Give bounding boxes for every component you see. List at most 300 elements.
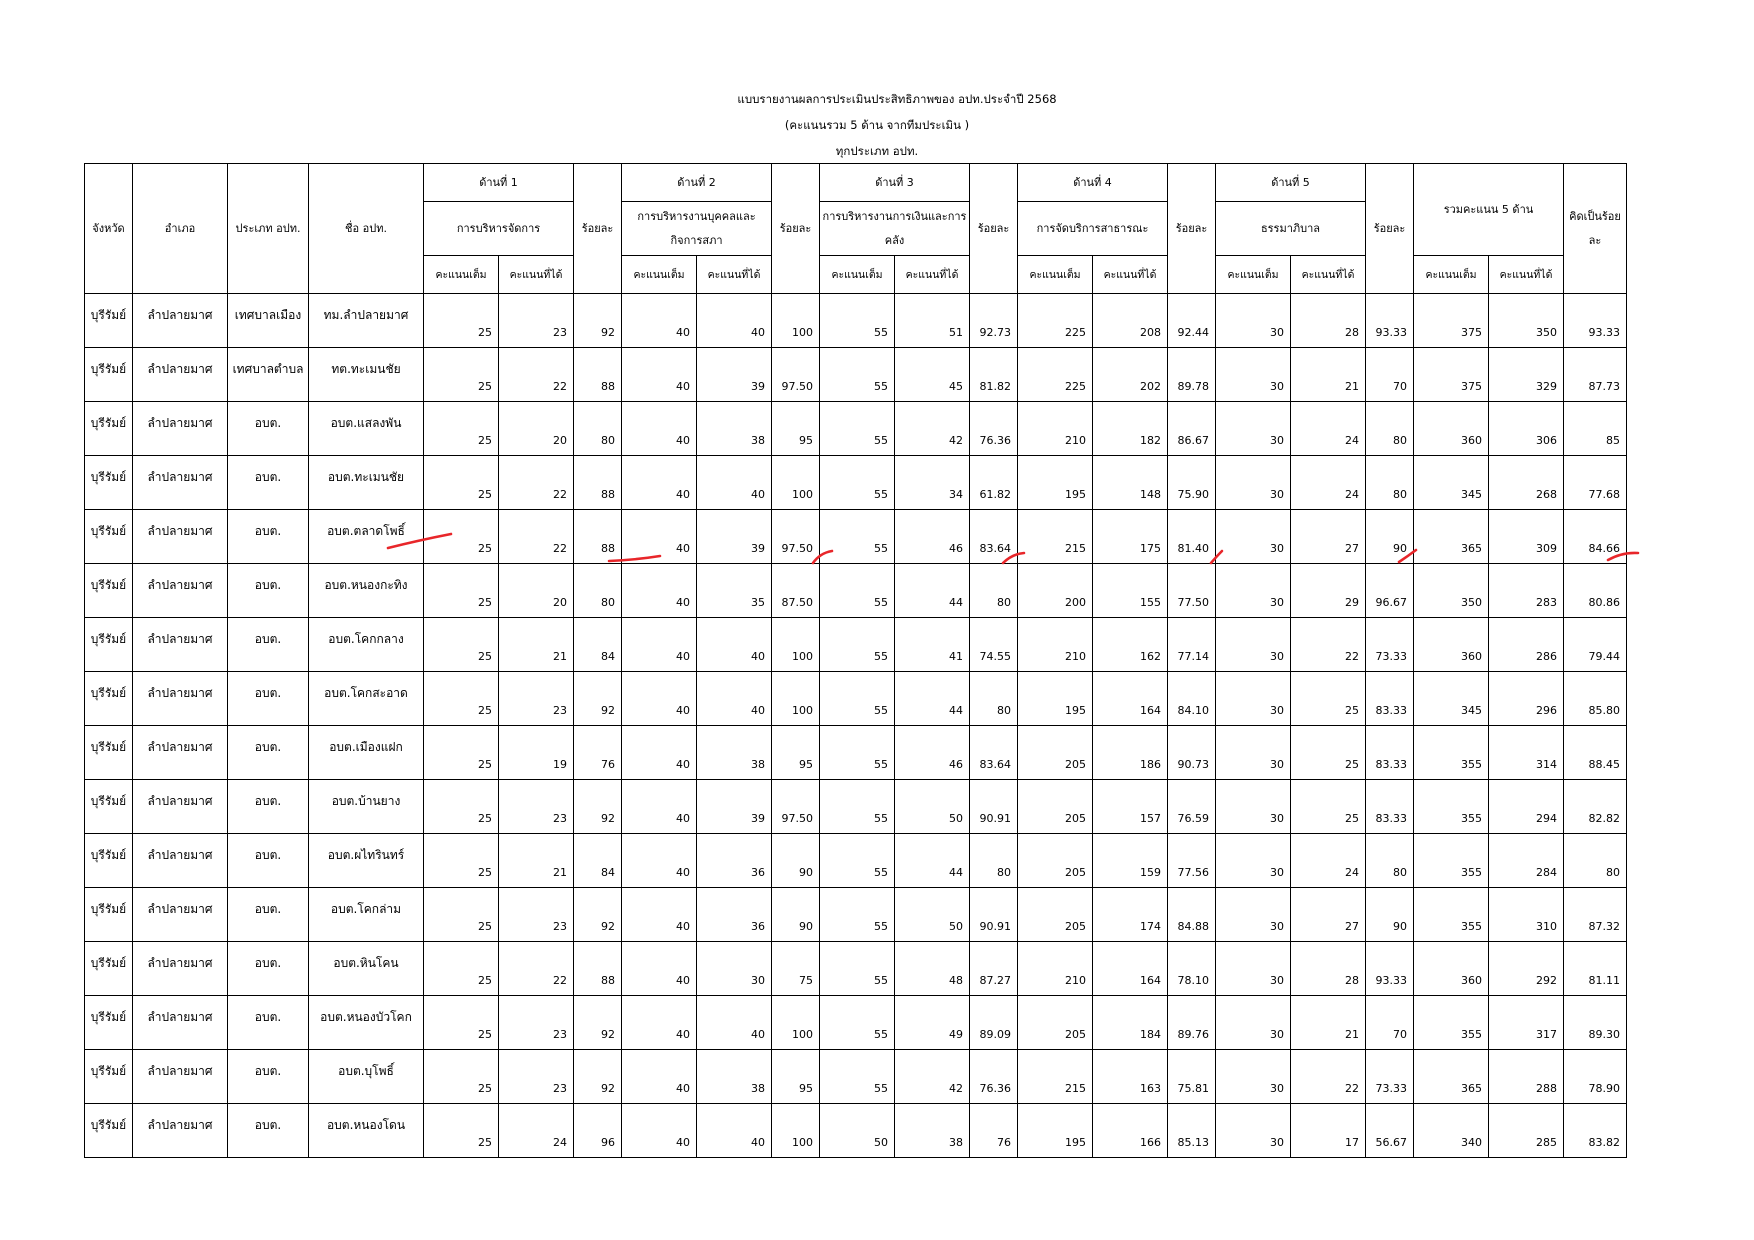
- cell-name: อบต.บุโพธิ์: [309, 1050, 424, 1104]
- cell-d3-percent: 76: [970, 1104, 1018, 1158]
- cell-district: ลำปลายมาศ: [133, 672, 228, 726]
- cell-d5-got: 22: [1291, 1050, 1366, 1104]
- cell-d5-full: 30: [1216, 456, 1291, 510]
- cell-d2-percent: 97.50: [772, 348, 820, 402]
- cell-d5-full: 30: [1216, 780, 1291, 834]
- cell-district: ลำปลายมาศ: [133, 780, 228, 834]
- cell-d3-percent: 74.55: [970, 618, 1018, 672]
- cell-d3-got: 50: [895, 780, 970, 834]
- cell-d1-full: 25: [424, 942, 499, 996]
- cell-d3-percent: 92.73: [970, 294, 1018, 348]
- cell-d2-percent: 97.50: [772, 780, 820, 834]
- cell-d3-percent: 90.91: [970, 888, 1018, 942]
- cell-province: บุรีรัมย์: [85, 834, 133, 888]
- cell-d4-got: 163: [1093, 1050, 1168, 1104]
- cell-d3-got: 45: [895, 348, 970, 402]
- cell-d2-percent: 100: [772, 996, 820, 1050]
- cell-d2-full: 40: [622, 672, 697, 726]
- table-row: [85, 888, 1627, 942]
- cell-d2-percent: 100: [772, 456, 820, 510]
- cell-d2-full: 40: [622, 348, 697, 402]
- cell-district: ลำปลายมาศ: [133, 888, 228, 942]
- cell-d2-full: 40: [622, 510, 697, 564]
- cell-district: ลำปลายมาศ: [133, 996, 228, 1050]
- cell-type: เทศบาลเมือง: [228, 294, 309, 348]
- cell-d3-got: 50: [895, 888, 970, 942]
- cell-total-got: 317: [1489, 996, 1564, 1050]
- header-got-score: คะแนนที่ได้: [1291, 256, 1366, 294]
- cell-d3-full: 55: [820, 564, 895, 618]
- cell-d5-percent: 80: [1366, 402, 1414, 456]
- cell-total-got: 310: [1489, 888, 1564, 942]
- cell-d3-percent: 80: [970, 834, 1018, 888]
- cell-d1-full: 25: [424, 672, 499, 726]
- header-subtitle-3: การบริหารงานการเงินและการคลัง: [820, 202, 970, 256]
- cell-d4-full: 210: [1018, 618, 1093, 672]
- cell-d4-percent: 75.90: [1168, 456, 1216, 510]
- report-title: แบบรายงานผลการประเมินประสิทธิภาพของ อปท.ประจำปี 2568: [737, 92, 1057, 106]
- cell-d4-got: 166: [1093, 1104, 1168, 1158]
- header-total: รวมคะแนน 5 ด้าน: [1414, 164, 1564, 256]
- cell-d5-percent: 96.67: [1366, 564, 1414, 618]
- cell-d5-percent: 83.33: [1366, 672, 1414, 726]
- cell-total-got: 283: [1489, 564, 1564, 618]
- cell-d5-percent: 70: [1366, 348, 1414, 402]
- cell-district: ลำปลายมาศ: [133, 834, 228, 888]
- cell-d1-full: 25: [424, 402, 499, 456]
- cell-d5-full: 30: [1216, 672, 1291, 726]
- cell-d5-got: 27: [1291, 510, 1366, 564]
- cell-d1-full: 25: [424, 888, 499, 942]
- header-got-score: คะแนนที่ได้: [895, 256, 970, 294]
- cell-total-full: 355: [1414, 726, 1489, 780]
- cell-d2-full: 40: [622, 1050, 697, 1104]
- header-subtitle-2: การบริหารงานบุคคลและกิจการสภา: [622, 202, 772, 256]
- cell-name: อบต.โคกล่าม: [309, 888, 424, 942]
- header-total-percent: คิดเป็นร้อยละ: [1564, 164, 1627, 294]
- cell-name: อบต.โคกกลาง: [309, 618, 424, 672]
- cell-total-got: 268: [1489, 456, 1564, 510]
- evaluation-table: [84, 163, 1627, 1158]
- cell-d2-full: 40: [622, 456, 697, 510]
- cell-d1-got: 21: [499, 618, 574, 672]
- cell-d3-got: 44: [895, 564, 970, 618]
- cell-d1-percent: 92: [574, 672, 622, 726]
- cell-d5-got: 17: [1291, 1104, 1366, 1158]
- cell-name: อบต.ตลาดโพธิ์: [309, 510, 424, 564]
- cell-d1-full: 25: [424, 294, 499, 348]
- cell-d4-percent: 77.56: [1168, 834, 1216, 888]
- cell-d5-got: 25: [1291, 672, 1366, 726]
- cell-d2-got: 40: [697, 996, 772, 1050]
- cell-d5-percent: 83.33: [1366, 780, 1414, 834]
- header-got-score: คะแนนที่ได้: [1489, 256, 1564, 294]
- cell-d1-percent: 88: [574, 348, 622, 402]
- cell-total-full: 360: [1414, 942, 1489, 996]
- cell-type: อบต.: [228, 564, 309, 618]
- cell-d1-full: 25: [424, 996, 499, 1050]
- cell-total-percent: 85: [1564, 402, 1627, 456]
- cell-d2-percent: 90: [772, 834, 820, 888]
- cell-d5-full: 30: [1216, 1050, 1291, 1104]
- header-full-score: คะแนนเต็ม: [424, 256, 499, 294]
- cell-d1-got: 23: [499, 672, 574, 726]
- cell-district: ลำปลายมาศ: [133, 402, 228, 456]
- cell-type: อบต.: [228, 888, 309, 942]
- table-row: [85, 348, 1627, 402]
- cell-province: บุรีรัมย์: [85, 348, 133, 402]
- cell-district: ลำปลายมาศ: [133, 942, 228, 996]
- cell-d3-full: 55: [820, 834, 895, 888]
- header-subtitle-5: ธรรมาภิบาล: [1216, 202, 1366, 256]
- header-dimension-3: ด้านที่ 3: [820, 164, 970, 202]
- cell-total-percent: 80: [1564, 834, 1627, 888]
- header-percent-4: ร้อยละ: [1168, 164, 1216, 294]
- cell-total-percent: 79.44: [1564, 618, 1627, 672]
- cell-type: อบต.: [228, 834, 309, 888]
- cell-d3-full: 55: [820, 726, 895, 780]
- cell-d4-full: 195: [1018, 672, 1093, 726]
- cell-d1-percent: 96: [574, 1104, 622, 1158]
- cell-d5-percent: 73.33: [1366, 1050, 1414, 1104]
- cell-d2-percent: 100: [772, 618, 820, 672]
- cell-d2-full: 40: [622, 942, 697, 996]
- cell-d1-full: 25: [424, 510, 499, 564]
- cell-d5-full: 30: [1216, 888, 1291, 942]
- cell-d2-got: 38: [697, 402, 772, 456]
- table-row: [85, 456, 1627, 510]
- cell-district: ลำปลายมาศ: [133, 348, 228, 402]
- cell-district: ลำปลายมาศ: [133, 510, 228, 564]
- cell-d4-percent: 75.81: [1168, 1050, 1216, 1104]
- cell-d1-got: 20: [499, 402, 574, 456]
- cell-d3-full: 55: [820, 942, 895, 996]
- cell-total-percent: 78.90: [1564, 1050, 1627, 1104]
- cell-district: ลำปลายมาศ: [133, 618, 228, 672]
- cell-d5-got: 28: [1291, 942, 1366, 996]
- cell-d4-percent: 89.78: [1168, 348, 1216, 402]
- cell-d5-full: 30: [1216, 834, 1291, 888]
- table-row: [85, 618, 1627, 672]
- header-type: ประเภท อปท.: [228, 164, 309, 294]
- header-full-score: คะแนนเต็ม: [1414, 256, 1489, 294]
- cell-d4-full: 215: [1018, 1050, 1093, 1104]
- cell-d4-got: 202: [1093, 348, 1168, 402]
- cell-d4-got: 208: [1093, 294, 1168, 348]
- cell-d4-percent: 92.44: [1168, 294, 1216, 348]
- cell-total-percent: 81.11: [1564, 942, 1627, 996]
- cell-province: บุรีรัมย์: [85, 780, 133, 834]
- cell-total-got: 288: [1489, 1050, 1564, 1104]
- cell-d3-percent: 83.64: [970, 510, 1018, 564]
- cell-d2-full: 40: [622, 888, 697, 942]
- header-dimension-1: ด้านที่ 1: [424, 164, 574, 202]
- cell-d4-percent: 78.10: [1168, 942, 1216, 996]
- cell-district: ลำปลายมาศ: [133, 294, 228, 348]
- header-percent-3: ร้อยละ: [970, 164, 1018, 294]
- cell-d5-got: 25: [1291, 726, 1366, 780]
- cell-d3-full: 55: [820, 672, 895, 726]
- cell-d1-percent: 76: [574, 726, 622, 780]
- cell-d5-percent: 93.33: [1366, 942, 1414, 996]
- cell-type: อบต.: [228, 402, 309, 456]
- cell-name: อบต.บ้านยาง: [309, 780, 424, 834]
- cell-type: เทศบาลตำบล: [228, 348, 309, 402]
- cell-name: อบต.หนองกะทิง: [309, 564, 424, 618]
- cell-d3-percent: 80: [970, 672, 1018, 726]
- cell-d4-full: 210: [1018, 402, 1093, 456]
- cell-total-full: 355: [1414, 996, 1489, 1050]
- cell-district: ลำปลายมาศ: [133, 456, 228, 510]
- cell-type: อบต.: [228, 780, 309, 834]
- cell-total-full: 360: [1414, 402, 1489, 456]
- cell-d3-got: 42: [895, 1050, 970, 1104]
- cell-d1-percent: 92: [574, 1050, 622, 1104]
- cell-d1-got: 23: [499, 1050, 574, 1104]
- cell-d5-full: 30: [1216, 348, 1291, 402]
- cell-total-percent: 83.82: [1564, 1104, 1627, 1158]
- cell-type: อบต.: [228, 942, 309, 996]
- cell-total-percent: 93.33: [1564, 294, 1627, 348]
- cell-total-full: 375: [1414, 294, 1489, 348]
- header-full-score: คะแนนเต็ม: [622, 256, 697, 294]
- cell-type: อบต.: [228, 996, 309, 1050]
- cell-d1-got: 23: [499, 996, 574, 1050]
- cell-d5-full: 30: [1216, 996, 1291, 1050]
- cell-d1-percent: 88: [574, 456, 622, 510]
- table-row: [85, 996, 1627, 1050]
- cell-d5-got: 22: [1291, 618, 1366, 672]
- cell-total-percent: 87.32: [1564, 888, 1627, 942]
- cell-d4-full: 210: [1018, 942, 1093, 996]
- cell-d2-full: 40: [622, 726, 697, 780]
- cell-province: บุรีรัมย์: [85, 942, 133, 996]
- cell-d3-full: 55: [820, 780, 895, 834]
- table-row: [85, 294, 1627, 348]
- header-subtitle-1: การบริหารจัดการ: [424, 202, 574, 256]
- cell-d4-full: 200: [1018, 564, 1093, 618]
- cell-name: อบต.แสลงพัน: [309, 402, 424, 456]
- cell-d3-got: 38: [895, 1104, 970, 1158]
- cell-total-full: 345: [1414, 672, 1489, 726]
- cell-type: อบต.: [228, 456, 309, 510]
- cell-total-percent: 87.73: [1564, 348, 1627, 402]
- cell-d5-full: 30: [1216, 942, 1291, 996]
- cell-d1-percent: 84: [574, 834, 622, 888]
- cell-d5-got: 21: [1291, 996, 1366, 1050]
- cell-total-percent: 88.45: [1564, 726, 1627, 780]
- cell-d4-full: 195: [1018, 456, 1093, 510]
- cell-name: ทม.ลำปลายมาศ: [309, 294, 424, 348]
- cell-province: บุรีรัมย์: [85, 726, 133, 780]
- cell-d2-got: 39: [697, 780, 772, 834]
- cell-total-got: 286: [1489, 618, 1564, 672]
- table-row: [85, 402, 1627, 456]
- cell-type: อบต.: [228, 726, 309, 780]
- cell-name: อบต.เมืองแฝก: [309, 726, 424, 780]
- cell-d4-full: 225: [1018, 294, 1093, 348]
- cell-d1-percent: 92: [574, 294, 622, 348]
- cell-d5-got: 28: [1291, 294, 1366, 348]
- header-dimension-4: ด้านที่ 4: [1018, 164, 1168, 202]
- cell-d4-got: 155: [1093, 564, 1168, 618]
- cell-d2-got: 40: [697, 456, 772, 510]
- cell-d2-got: 40: [697, 672, 772, 726]
- header-subtitle-4: การจัดบริการสาธารณะ: [1018, 202, 1168, 256]
- cell-d1-percent: 80: [574, 564, 622, 618]
- cell-d3-got: 34: [895, 456, 970, 510]
- cell-type: อบต.: [228, 1104, 309, 1158]
- cell-d5-got: 25: [1291, 780, 1366, 834]
- cell-province: บุรีรัมย์: [85, 1104, 133, 1158]
- table-row: [85, 726, 1627, 780]
- cell-d3-percent: 61.82: [970, 456, 1018, 510]
- cell-d3-got: 42: [895, 402, 970, 456]
- cell-name: อบต.ทะเมนชัย: [309, 456, 424, 510]
- cell-d2-got: 36: [697, 834, 772, 888]
- cell-total-got: 285: [1489, 1104, 1564, 1158]
- cell-d3-got: 51: [895, 294, 970, 348]
- cell-d5-percent: 56.67: [1366, 1104, 1414, 1158]
- cell-d4-full: 205: [1018, 726, 1093, 780]
- cell-name: อบต.โคกสะอาด: [309, 672, 424, 726]
- cell-d1-got: 22: [499, 348, 574, 402]
- cell-d4-got: 182: [1093, 402, 1168, 456]
- cell-d4-got: 174: [1093, 888, 1168, 942]
- cell-d3-full: 55: [820, 618, 895, 672]
- cell-province: บุรีรัมย์: [85, 888, 133, 942]
- cell-d4-percent: 84.88: [1168, 888, 1216, 942]
- table-row: [85, 564, 1627, 618]
- cell-d4-got: 159: [1093, 834, 1168, 888]
- table-row: [85, 1050, 1627, 1104]
- cell-d5-percent: 73.33: [1366, 618, 1414, 672]
- cell-d3-percent: 89.09: [970, 996, 1018, 1050]
- cell-d3-got: 44: [895, 672, 970, 726]
- cell-d2-got: 38: [697, 1050, 772, 1104]
- cell-d4-full: 195: [1018, 1104, 1093, 1158]
- table-row: [85, 834, 1627, 888]
- header-percent-1: ร้อยละ: [574, 164, 622, 294]
- cell-d2-percent: 75: [772, 942, 820, 996]
- cell-d3-full: 55: [820, 402, 895, 456]
- cell-d2-percent: 100: [772, 1104, 820, 1158]
- cell-total-full: 365: [1414, 1050, 1489, 1104]
- report-titles: [0, 86, 1754, 164]
- cell-d4-got: 175: [1093, 510, 1168, 564]
- cell-d1-full: 25: [424, 726, 499, 780]
- cell-d1-full: 25: [424, 1104, 499, 1158]
- cell-d1-percent: 92: [574, 780, 622, 834]
- cell-d1-percent: 88: [574, 510, 622, 564]
- cell-d4-full: 225: [1018, 348, 1093, 402]
- cell-d2-full: 40: [622, 834, 697, 888]
- cell-d3-full: 55: [820, 510, 895, 564]
- cell-type: อบต.: [228, 618, 309, 672]
- cell-d4-full: 205: [1018, 780, 1093, 834]
- cell-d5-got: 24: [1291, 402, 1366, 456]
- cell-province: บุรีรัมย์: [85, 1050, 133, 1104]
- cell-total-percent: 85.80: [1564, 672, 1627, 726]
- header-got-score: คะแนนที่ได้: [499, 256, 574, 294]
- cell-total-percent: 84.66: [1564, 510, 1627, 564]
- cell-d5-percent: 83.33: [1366, 726, 1414, 780]
- cell-d4-percent: 77.50: [1168, 564, 1216, 618]
- cell-d2-full: 40: [622, 996, 697, 1050]
- cell-name: อบต.หินโคน: [309, 942, 424, 996]
- cell-d1-full: 25: [424, 456, 499, 510]
- cell-d2-full: 40: [622, 618, 697, 672]
- table-row: [85, 510, 1627, 564]
- cell-province: บุรีรัมย์: [85, 618, 133, 672]
- cell-d1-got: 23: [499, 294, 574, 348]
- cell-d5-got: 29: [1291, 564, 1366, 618]
- header-full-score: คะแนนเต็ม: [1018, 256, 1093, 294]
- header-district: อำเภอ: [133, 164, 228, 294]
- cell-d4-percent: 84.10: [1168, 672, 1216, 726]
- cell-d1-full: 25: [424, 780, 499, 834]
- cell-district: ลำปลายมาศ: [133, 1050, 228, 1104]
- cell-d2-percent: 95: [772, 726, 820, 780]
- cell-d2-percent: 95: [772, 402, 820, 456]
- cell-name: อบต.หนองโดน: [309, 1104, 424, 1158]
- cell-d2-got: 39: [697, 348, 772, 402]
- cell-d5-percent: 90: [1366, 510, 1414, 564]
- cell-d1-got: 20: [499, 564, 574, 618]
- cell-d3-percent: 76.36: [970, 1050, 1018, 1104]
- cell-d5-got: 21: [1291, 348, 1366, 402]
- cell-d5-percent: 80: [1366, 456, 1414, 510]
- header-got-score: คะแนนที่ได้: [697, 256, 772, 294]
- cell-d4-percent: 86.67: [1168, 402, 1216, 456]
- cell-d1-full: 25: [424, 348, 499, 402]
- cell-type: อบต.: [228, 1050, 309, 1104]
- cell-d5-got: 27: [1291, 888, 1366, 942]
- cell-d4-full: 205: [1018, 888, 1093, 942]
- header-full-score: คะแนนเต็ม: [1216, 256, 1291, 294]
- cell-d3-got: 46: [895, 510, 970, 564]
- cell-total-full: 350: [1414, 564, 1489, 618]
- cell-d4-full: 205: [1018, 834, 1093, 888]
- header-dimension-5: ด้านที่ 5: [1216, 164, 1366, 202]
- cell-total-full: 355: [1414, 888, 1489, 942]
- cell-d3-percent: 90.91: [970, 780, 1018, 834]
- cell-d3-full: 55: [820, 348, 895, 402]
- cell-type: อบต.: [228, 510, 309, 564]
- cell-d3-got: 46: [895, 726, 970, 780]
- table-row: [85, 1104, 1627, 1158]
- cell-total-full: 360: [1414, 618, 1489, 672]
- cell-d4-got: 184: [1093, 996, 1168, 1050]
- cell-d4-percent: 77.14: [1168, 618, 1216, 672]
- cell-d4-percent: 76.59: [1168, 780, 1216, 834]
- cell-d5-full: 30: [1216, 294, 1291, 348]
- cell-d1-percent: 88: [574, 942, 622, 996]
- cell-d5-full: 30: [1216, 618, 1291, 672]
- cell-total-got: 292: [1489, 942, 1564, 996]
- cell-d1-percent: 84: [574, 618, 622, 672]
- cell-d2-full: 40: [622, 780, 697, 834]
- cell-d5-full: 30: [1216, 402, 1291, 456]
- cell-d4-percent: 81.40: [1168, 510, 1216, 564]
- cell-province: บุรีรัมย์: [85, 294, 133, 348]
- cell-total-got: 309: [1489, 510, 1564, 564]
- cell-d1-percent: 80: [574, 402, 622, 456]
- cell-d2-got: 38: [697, 726, 772, 780]
- cell-d4-got: 157: [1093, 780, 1168, 834]
- cell-d2-percent: 100: [772, 294, 820, 348]
- cell-d3-full: 50: [820, 1104, 895, 1158]
